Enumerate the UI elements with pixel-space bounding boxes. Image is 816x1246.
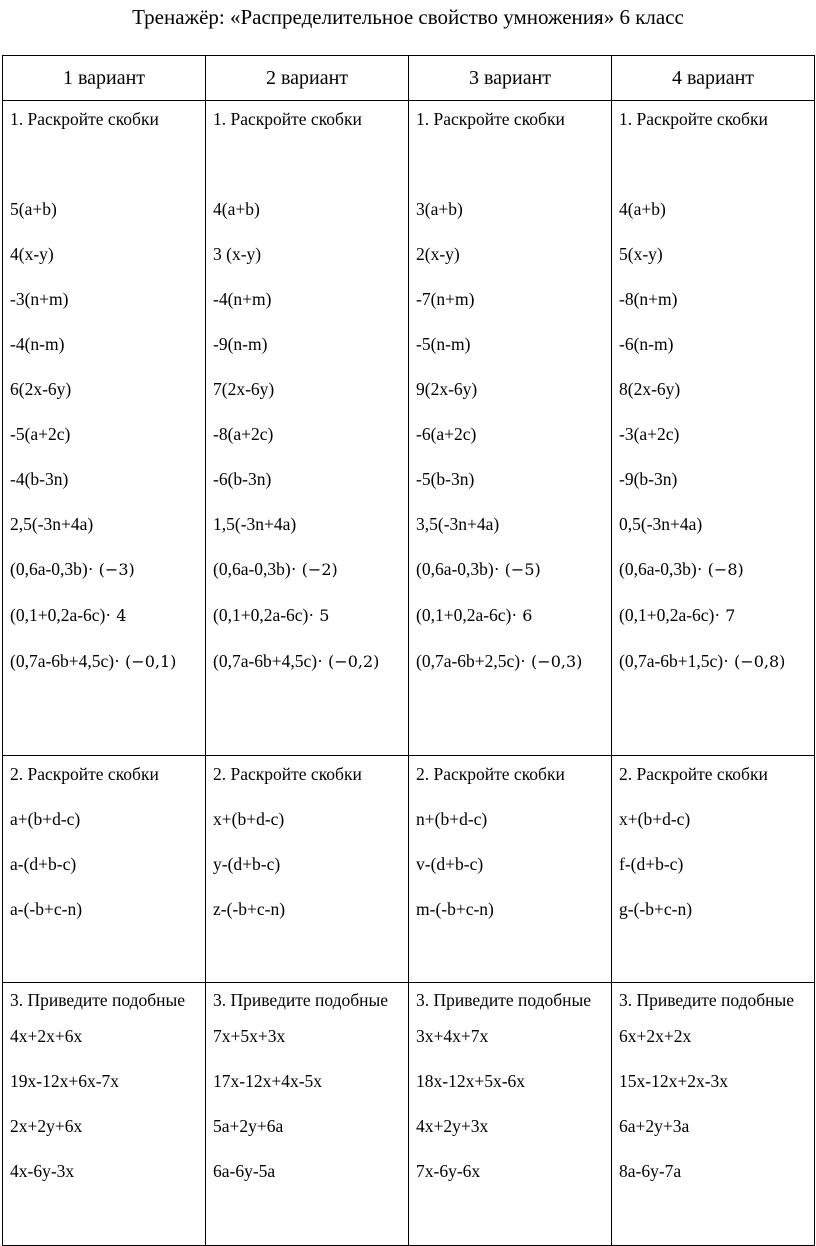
expression-text: -8(n+m) xyxy=(619,289,678,309)
expression-item xyxy=(416,286,611,312)
expression-item xyxy=(10,331,205,357)
expression-text: -6(b-3n) xyxy=(213,469,272,489)
expression-text: (0,7a-6b+4,5c)· xyxy=(10,651,120,671)
expression-multiplier: 6 xyxy=(517,606,533,625)
expression-text: -3(a+2c) xyxy=(619,424,680,444)
expression-text: -9(b-3n) xyxy=(619,469,678,489)
task-title: 2. Раскройте скобки xyxy=(416,764,565,784)
expression-item: n+(b+d-c) xyxy=(416,809,488,829)
task-title: 3. Приведите подобные xyxy=(213,990,389,1010)
expression-item: 17x-12x+4x-5x xyxy=(213,1071,323,1091)
expression-item: 6x+2x+2x xyxy=(619,1026,692,1046)
expression-text: (0,1+0,2a-6c)· xyxy=(619,605,721,625)
expression-list xyxy=(416,1023,611,1184)
expression-multiplier: 7 xyxy=(720,606,736,625)
expression-item xyxy=(213,466,408,492)
expression-text: -5(b-3n) xyxy=(416,469,475,489)
header-row xyxy=(3,56,815,101)
expression-item xyxy=(416,196,611,222)
expression-text: 3 (x-y) xyxy=(213,244,262,264)
expression-item xyxy=(213,556,408,583)
expression-text: 8(2x-6y) xyxy=(619,379,681,399)
expression-text: 1,5(-3n+4a) xyxy=(213,514,297,534)
variant-header-1: 1 вариант xyxy=(3,56,206,101)
expression-text: 4(x-y) xyxy=(10,244,54,264)
expression-list xyxy=(10,806,205,922)
expression-item xyxy=(213,648,408,675)
variant-header-4: 4 вариант xyxy=(612,56,815,101)
expression-item xyxy=(10,602,205,629)
expression-multiplier: (−2) xyxy=(296,560,338,579)
expression-text: (0,6a-0,3b)· xyxy=(619,559,703,579)
expression-multiplier: 5 xyxy=(314,606,330,625)
expression-text: -6(n-m) xyxy=(619,334,674,354)
page-title: Тренажёр: «Распределительное свойство умножения» 6 класс xyxy=(132,5,684,29)
expression-item xyxy=(416,556,611,583)
expression-text: (0,1+0,2a-6c)· xyxy=(416,605,518,625)
expression-item xyxy=(10,286,205,312)
expression-text: 2(x-y) xyxy=(416,244,460,264)
expression-text: -4(n-m) xyxy=(10,334,65,354)
expression-text: (0,6a-0,3b)· xyxy=(10,559,94,579)
expression-item xyxy=(416,241,611,267)
expression-item xyxy=(10,511,205,537)
expression-text: 3(a+b) xyxy=(416,199,463,219)
task2-cell-variant-1 xyxy=(3,756,206,983)
expression-text: -4(b-3n) xyxy=(10,469,69,489)
task-title: 1. Раскройте скобки xyxy=(10,109,159,129)
task-title: 1. Раскройте скобки xyxy=(213,109,362,129)
expression-item: 5a+2y+6a xyxy=(213,1116,284,1136)
expression-text: 2,5(-3n+4a) xyxy=(10,514,94,534)
expression-item xyxy=(416,376,611,402)
expression-item: 19x-12x+6x-7x xyxy=(10,1071,120,1091)
task-title: 2. Раскройте скобки xyxy=(619,764,768,784)
expression-text: -6(a+2c) xyxy=(416,424,477,444)
task1-cell-variant-3 xyxy=(409,101,612,756)
expression-text: (0,6a-0,3b)· xyxy=(416,559,500,579)
task1-cell-variant-1 xyxy=(3,101,206,756)
expression-text: 4(a+b) xyxy=(213,199,260,219)
expression-item xyxy=(416,602,611,629)
expression-item: a+(b+d-c) xyxy=(10,809,81,829)
expression-item xyxy=(213,602,408,629)
expression-text: (0,6a-0,3b)· xyxy=(213,559,297,579)
expression-item xyxy=(619,556,814,583)
expression-item xyxy=(416,331,611,357)
expression-item xyxy=(416,466,611,492)
task1-row xyxy=(3,101,815,756)
expression-item xyxy=(213,421,408,447)
expression-item: 7x-6y-6x xyxy=(416,1161,481,1181)
expression-text: (0,7a-6b+1,5c)· xyxy=(619,651,729,671)
task3-cell-variant-2 xyxy=(206,983,409,1246)
task3-cell-variant-3 xyxy=(409,983,612,1246)
task3-cell-variant-1 xyxy=(3,983,206,1246)
expression-text: 7(2x-6y) xyxy=(213,379,275,399)
expression-list xyxy=(416,806,611,922)
expression-item xyxy=(619,331,814,357)
task-title: 2. Раскройте скобки xyxy=(10,764,159,784)
expression-text: (0,7a-6b+2,5c)· xyxy=(416,651,526,671)
expression-item: 7x+5x+3x xyxy=(213,1026,286,1046)
expression-item: 8a-6y-7a xyxy=(619,1161,682,1181)
task-title: 3. Приведите подобные xyxy=(10,990,186,1010)
expression-item: 2x+2y+6x xyxy=(10,1116,83,1136)
expression-item xyxy=(10,556,205,583)
task2-cell-variant-3 xyxy=(409,756,612,983)
expression-item xyxy=(416,511,611,537)
task-title: 3. Приведите подобные xyxy=(619,990,795,1010)
expression-item: 3x+4x+7x xyxy=(416,1026,489,1046)
expression-text: -5(n-m) xyxy=(416,334,471,354)
expression-item: v-(d+b-c) xyxy=(416,854,484,874)
expression-multiplier: (−5) xyxy=(499,560,541,579)
expression-text: (0,1+0,2a-6c)· xyxy=(10,605,112,625)
variant-header-2: 2 вариант xyxy=(206,56,409,101)
expression-item: 4x+2x+6x xyxy=(10,1026,83,1046)
expression-item xyxy=(10,466,205,492)
expression-item xyxy=(619,241,814,267)
expression-list xyxy=(213,1023,408,1184)
task2-cell-variant-4 xyxy=(612,756,815,983)
expression-item xyxy=(619,376,814,402)
expression-item: a-(-b+c-n) xyxy=(10,899,83,919)
expression-multiplier: (−0,1) xyxy=(119,652,177,671)
expression-item: 4x-6y-3x xyxy=(10,1161,75,1181)
expression-item xyxy=(10,241,205,267)
expression-item xyxy=(619,196,814,222)
expression-text: -9(n-m) xyxy=(213,334,268,354)
expression-multiplier: (−8) xyxy=(702,560,744,579)
task2-row xyxy=(3,756,815,983)
task-title: 1. Раскройте скобки xyxy=(619,109,768,129)
expression-list xyxy=(619,1023,814,1184)
exercise-table xyxy=(2,55,815,1246)
expression-item xyxy=(213,286,408,312)
task-title: 3. Приведите подобные xyxy=(416,990,592,1010)
variant-header-3: 3 вариант xyxy=(409,56,612,101)
expression-multiplier: (−3) xyxy=(93,560,135,579)
expression-text: 3,5(-3n+4a) xyxy=(416,514,500,534)
expression-item: z-(-b+c-n) xyxy=(213,899,286,919)
expression-item: 6a-6y-5a xyxy=(213,1161,276,1181)
expression-list xyxy=(10,196,205,675)
expression-text: 4(a+b) xyxy=(619,199,666,219)
expression-text: 5(x-y) xyxy=(619,244,663,264)
expression-text: 5(a+b) xyxy=(10,199,57,219)
expression-text: 6(2x-6y) xyxy=(10,379,72,399)
expression-list xyxy=(213,196,408,675)
expression-multiplier: (−0,2) xyxy=(322,652,380,671)
expression-item: m-(-b+c-n) xyxy=(416,899,494,919)
task1-cell-variant-4 xyxy=(612,101,815,756)
expression-item xyxy=(10,376,205,402)
expression-list xyxy=(213,806,408,922)
expression-item: a-(d+b-c) xyxy=(10,854,77,874)
expression-item xyxy=(619,648,814,675)
expression-item: g-(-b+c-n) xyxy=(619,899,693,919)
expression-item xyxy=(619,421,814,447)
expression-list xyxy=(416,196,611,675)
task-title: 1. Раскройте скобки xyxy=(416,109,565,129)
task2-cell-variant-2 xyxy=(206,756,409,983)
expression-item: 4x+2y+3x xyxy=(416,1116,489,1136)
expression-text: 9(2x-6y) xyxy=(416,379,478,399)
task3-cell-variant-4 xyxy=(612,983,815,1246)
expression-item xyxy=(213,241,408,267)
expression-item xyxy=(10,196,205,222)
expression-item: 18x-12x+5x-6x xyxy=(416,1071,526,1091)
expression-item xyxy=(10,648,205,675)
expression-list xyxy=(619,196,814,675)
expression-item xyxy=(619,511,814,537)
expression-item: y-(d+b-c) xyxy=(213,854,281,874)
expression-text: 0,5(-3n+4a) xyxy=(619,514,703,534)
expression-item: x+(b+d-c) xyxy=(213,809,285,829)
expression-item xyxy=(416,421,611,447)
expression-multiplier: 4 xyxy=(111,606,127,625)
expression-item xyxy=(619,286,814,312)
task1-cell-variant-2 xyxy=(206,101,409,756)
expression-item xyxy=(619,602,814,629)
expression-item xyxy=(213,331,408,357)
expression-item: x+(b+d-c) xyxy=(619,809,691,829)
expression-text: -3(n+m) xyxy=(10,289,69,309)
expression-item xyxy=(416,648,611,675)
expression-text: -5(a+2c) xyxy=(10,424,71,444)
expression-text: -8(a+2c) xyxy=(213,424,274,444)
expression-text: (0,1+0,2a-6c)· xyxy=(213,605,315,625)
task-title: 2. Раскройте скобки xyxy=(213,764,362,784)
expression-item xyxy=(10,421,205,447)
expression-item xyxy=(619,466,814,492)
expression-multiplier: (−0,8) xyxy=(728,652,786,671)
expression-text: -7(n+m) xyxy=(416,289,475,309)
expression-item: f-(d+b-c) xyxy=(619,854,684,874)
expression-list xyxy=(619,806,814,922)
expression-text: -4(n+m) xyxy=(213,289,272,309)
expression-item xyxy=(213,196,408,222)
expression-multiplier: (−0,3) xyxy=(525,652,583,671)
expression-item: 6a+2y+3a xyxy=(619,1116,690,1136)
task3-row xyxy=(3,983,815,1246)
expression-text: (0,7a-6b+4,5c)· xyxy=(213,651,323,671)
expression-item xyxy=(213,511,408,537)
expression-item xyxy=(213,376,408,402)
expression-item: 15x-12x+2x-3x xyxy=(619,1071,729,1091)
expression-list xyxy=(10,1023,205,1184)
